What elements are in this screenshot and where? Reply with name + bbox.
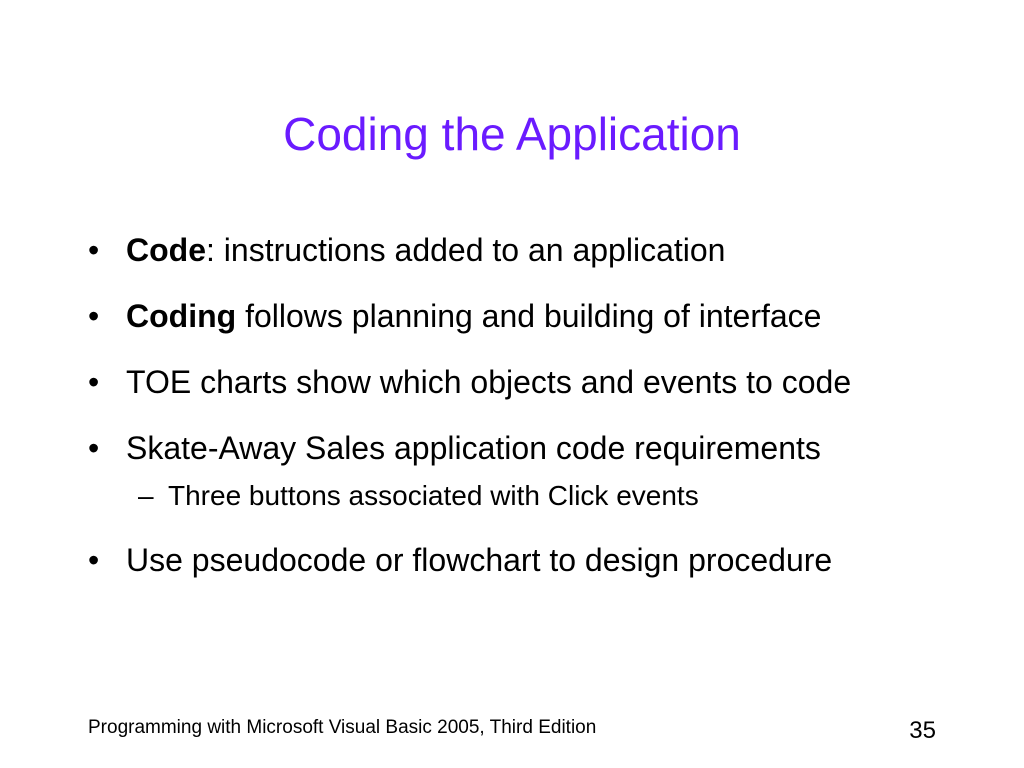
- bullet-item: [88, 538, 968, 582]
- bullet-marker: •: [88, 298, 100, 334]
- bullet-bold-term: Code: [126, 232, 206, 268]
- page-number: 35: [909, 717, 936, 744]
- bullet-item: [88, 426, 968, 470]
- sub-bullet-item: [88, 478, 968, 514]
- sub-bullet-text: Three buttons associated with Click events: [168, 480, 699, 511]
- bullet-item: [88, 294, 968, 338]
- bullet-item: [88, 228, 968, 272]
- bullet-marker: •: [88, 430, 100, 466]
- bullet-marker: •: [88, 542, 100, 578]
- bullet-list: [88, 228, 968, 604]
- bullet-marker: •: [88, 364, 100, 400]
- bullet-text: Skate-Away Sales application code requirements: [126, 430, 821, 466]
- bullet-text: follows planning and building of interface: [236, 298, 822, 334]
- bullet-item: [88, 360, 968, 404]
- bullet-marker: •: [88, 232, 100, 268]
- slide-title: Coding the Application: [283, 108, 741, 160]
- sub-bullet-marker: –: [138, 480, 154, 511]
- bullet-text: TOE charts show which objects and events to code: [126, 364, 852, 400]
- bullet-bold-term: Coding: [126, 298, 237, 334]
- slide-footer: Programming with Microsoft Visual Basic 2005, Third Edition: [88, 717, 597, 738]
- bullet-text: Use pseudocode or flowchart to design procedure: [126, 542, 833, 578]
- bullet-text: : instructions added to an application: [206, 232, 726, 268]
